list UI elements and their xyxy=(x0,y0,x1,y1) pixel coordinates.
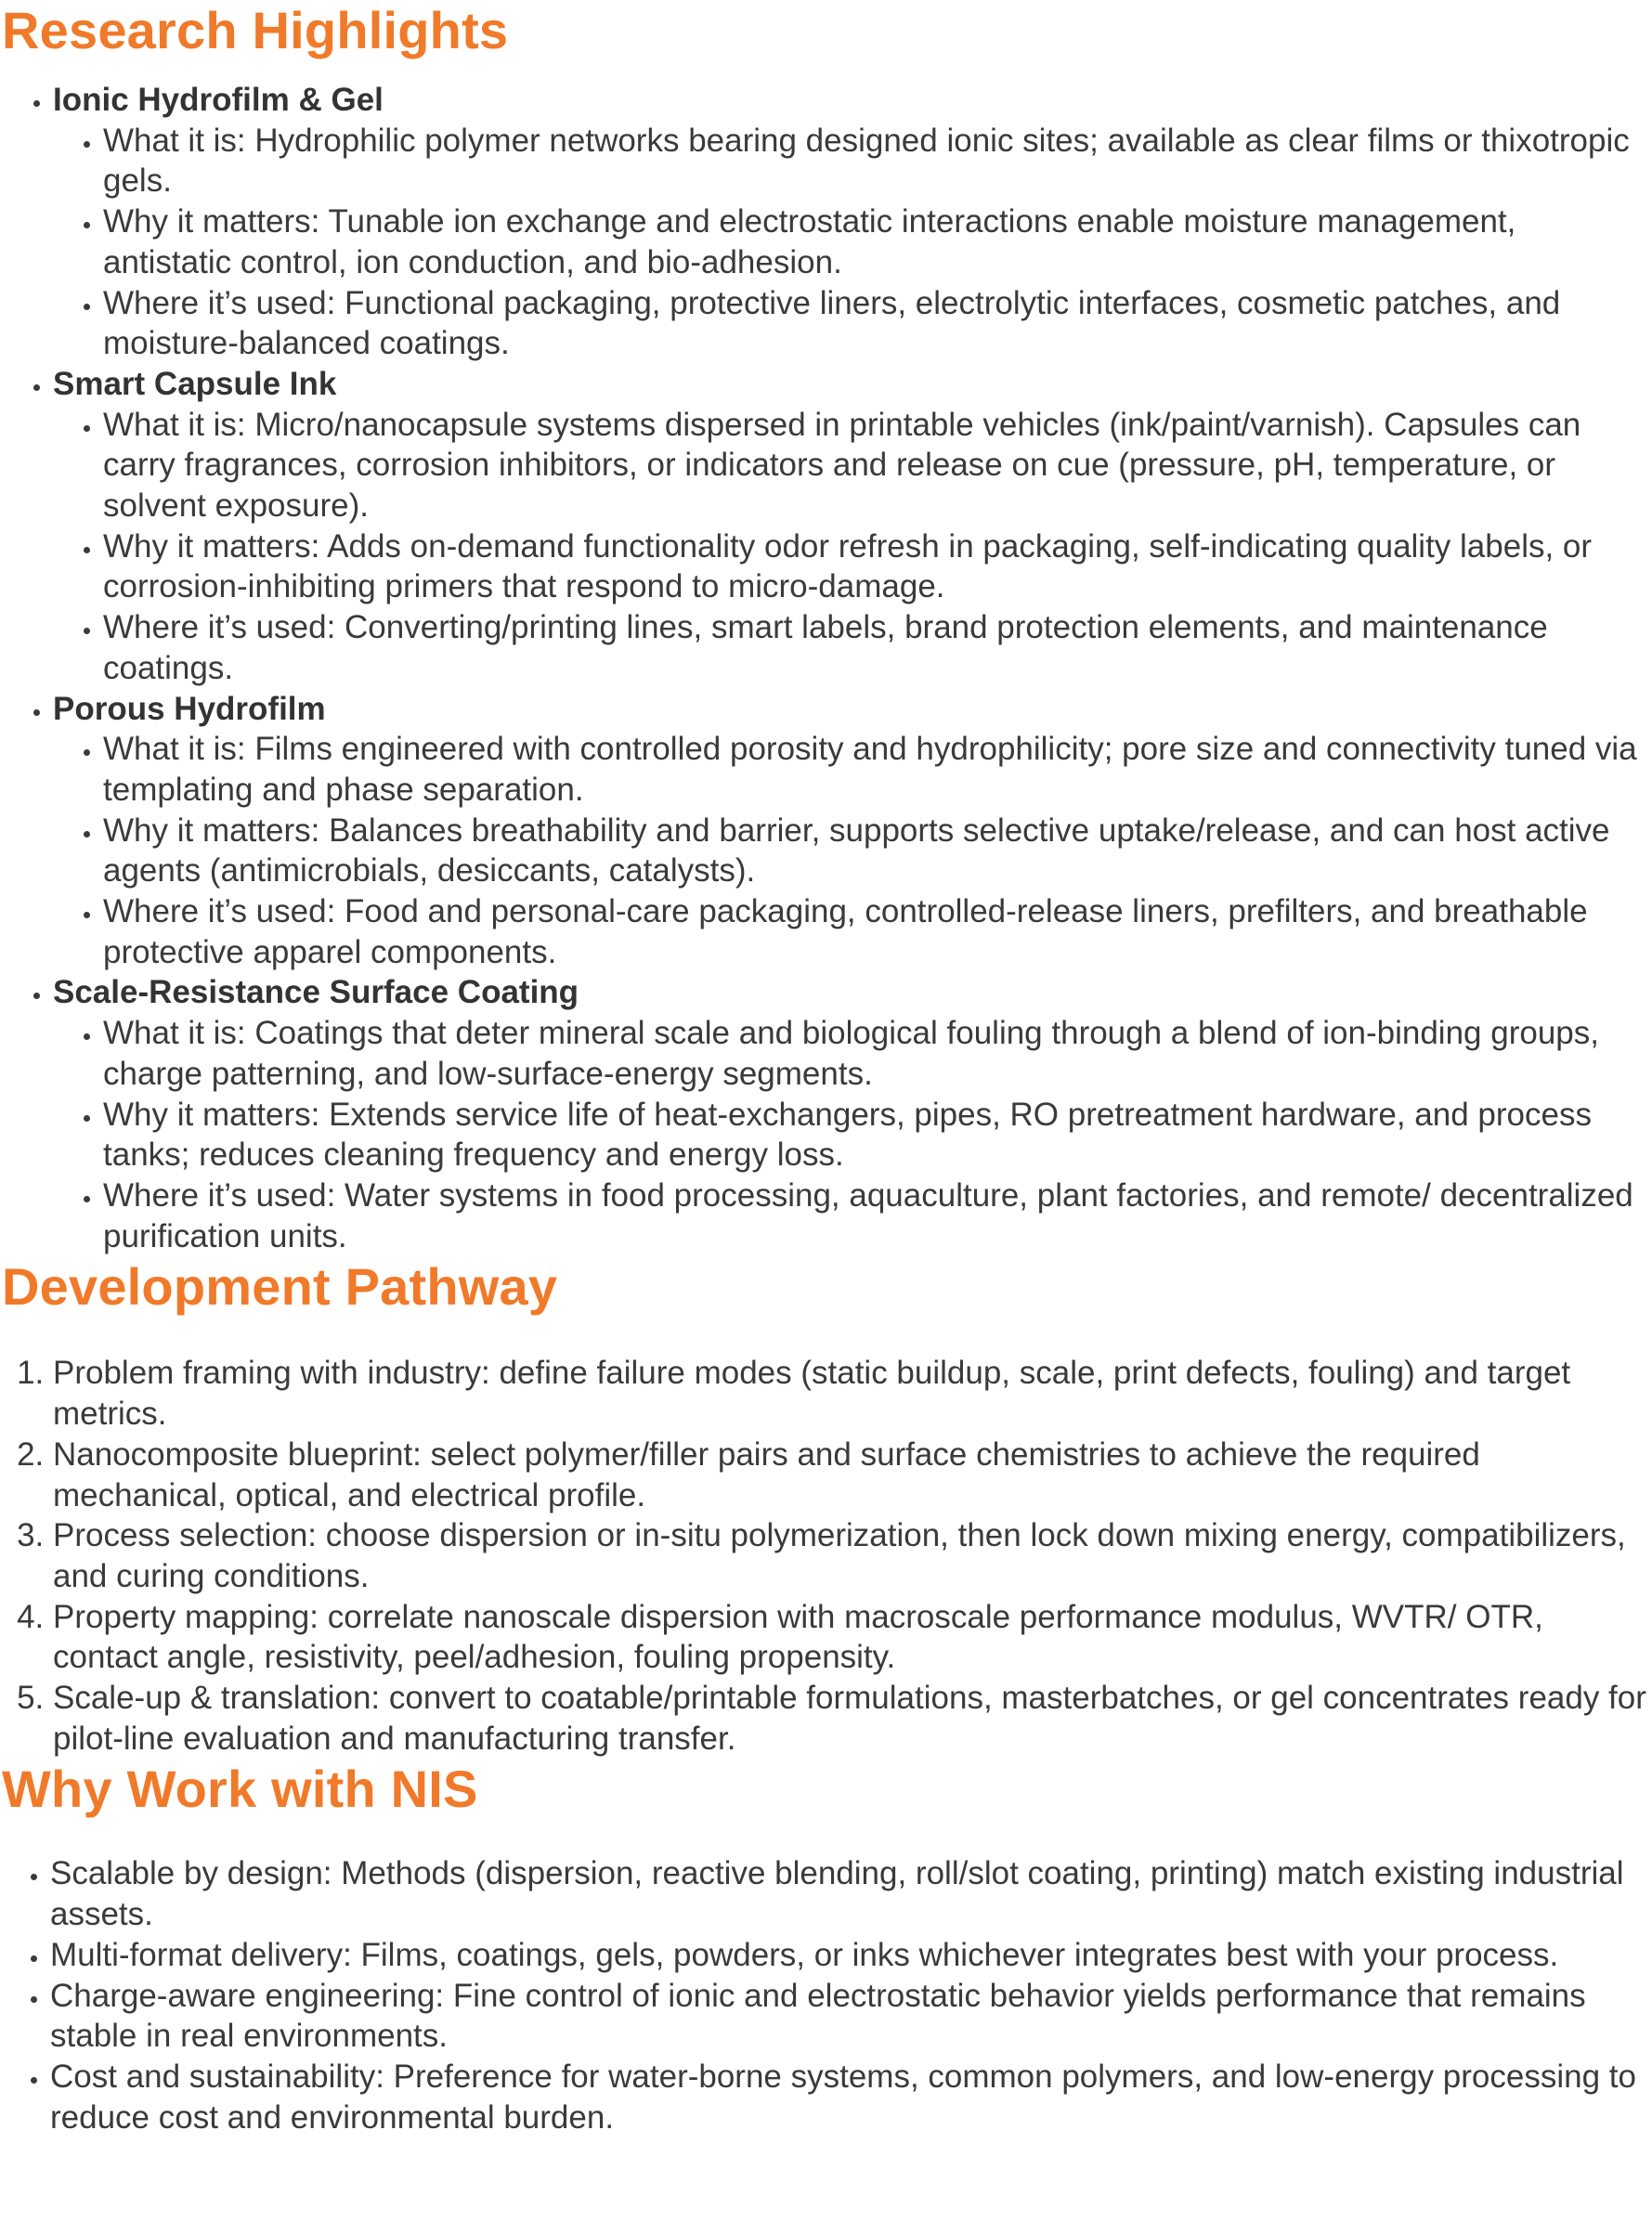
topic-item xyxy=(53,689,1652,973)
topic-title: Smart Capsule Ink xyxy=(53,365,337,402)
benefit-item: • Multi-format delivery: Films, coatings, gels, powders, or inks whichever integrates best with your process. xyxy=(50,1935,1652,1976)
development-pathway-heading: Development Pathway xyxy=(2,1257,558,1317)
topic-points xyxy=(53,405,1652,689)
benefit-item: • Charge-aware engineering: Fine control of ionic and electrostatic behavior yields performance that remains stable in real environments. xyxy=(50,1976,1652,2057)
why-work-with-nis-heading: Why Work with NIS xyxy=(2,1760,478,1819)
benefit-item: • Cost and sustainability: Preference for water-borne systems, common polymers, and low-energy processing to reduce cost and environmental burden. xyxy=(50,2057,1652,2137)
topic-point: • Why it matters: Tunable ion exchange and electrostatic interactions enable moisture management, antistatic control, ion conduction, and bio-adhesion. xyxy=(103,201,1652,282)
topic-item xyxy=(53,972,1652,1256)
topic-point: • Why it matters: Extends service life of heat-exchangers, pipes, RO pretreatment hardware, and process tanks; reduces cleaning frequency and energy loss. xyxy=(103,1095,1652,1175)
pathway-step: 5. Scale-up & translation: convert to coatable/printable formulations, masterbatches, or gel concentrates ready for pilot-line evaluation and manufacturing transfer. xyxy=(53,1678,1652,1759)
topic-points xyxy=(53,729,1652,972)
benefit-item: • Scalable by design: Methods (dispersion, reactive blending, roll/slot coating, printing) match existing industrial assets. xyxy=(50,1853,1652,1934)
topic-item xyxy=(53,364,1652,689)
topic-point: • Where it’s used: Functional packaging, protective liners, electrolytic interfaces, cosmetic patches, and moisture-balanced coatings. xyxy=(103,283,1652,364)
pathway-step: 2. Nanocomposite blueprint: select polymer/filler pairs and surface chemistries to achieve the required mechanical, optical, and electrical profile. xyxy=(53,1435,1652,1515)
topic-item xyxy=(53,80,1652,364)
topic-point: • Why it matters: Balances breathability and barrier, supports selective uptake/release, and can host active agents (antimicrobials, desiccants, catalysts). xyxy=(103,811,1652,891)
topic-point: • Where it’s used: Food and personal-care packaging, controlled-release liners, prefilters, and breathable protective apparel components. xyxy=(103,891,1652,972)
topic-points xyxy=(53,1013,1652,1256)
topic-title: Scale-Resistance Surface Coating xyxy=(53,974,579,1011)
topic-point: • Why it matters: Adds on-demand functionality odor refresh in packaging, self-indicating quality labels, or corrosion-inhibiting primers that respond to micro-damage. xyxy=(103,526,1652,607)
topic-point: • What it is: Films engineered with controlled porosity and hydrophilicity; pore size and connectivity tuned via templating and phase separation. xyxy=(103,729,1652,810)
topic-point: • What it is: Hydrophilic polymer networks bearing designed ionic sites; available as clear films or thixotropic gels. xyxy=(103,121,1652,201)
topic-title: Ionic Hydrofilm & Gel xyxy=(53,82,384,118)
research-highlights-list xyxy=(0,80,1652,1256)
topic-point: • Where it’s used: Converting/printing lines, smart labels, brand protection elements, and maintenance coatings. xyxy=(103,607,1652,688)
topic-title: Porous Hydrofilm xyxy=(53,690,326,727)
topic-point: • What it is: Micro/nanocapsule systems dispersed in printable vehicles (ink/paint/varnish). Capsules can carry fragrances, corrosion inhibitors, or indicators and release on cue (pressure, pH, temperature, or solvent exposure). xyxy=(103,405,1652,526)
topic-point: • What it is: Coatings that deter mineral scale and biological fouling through a blend of ion-binding groups, charge patterning, and low-surface-energy segments. xyxy=(103,1013,1652,1094)
why-work-with-nis-list xyxy=(0,1853,1652,2137)
pathway-step: 3. Process selection: choose dispersion or in-situ polymerization, then lock down mixing energy, compatibilizers, and curing conditions. xyxy=(53,1515,1652,1596)
development-pathway-list xyxy=(0,1353,1652,1759)
topic-point: • Where it’s used: Water systems in food processing, aquaculture, plant factories, and remote/ decentralized purification units. xyxy=(103,1175,1652,1256)
pathway-step: 1. Problem framing with industry: define failure modes (static buildup, scale, print defects, fouling) and target metrics. xyxy=(53,1353,1652,1434)
research-highlights-heading: Research Highlights xyxy=(2,1,509,59)
topic-points xyxy=(53,121,1652,364)
pathway-step: 4. Property mapping: correlate nanoscale dispersion with macroscale performance modulus, WVTR/ OTR, contact angle, resistivity, peel/adhesion, fouling propensity. xyxy=(53,1597,1652,1678)
